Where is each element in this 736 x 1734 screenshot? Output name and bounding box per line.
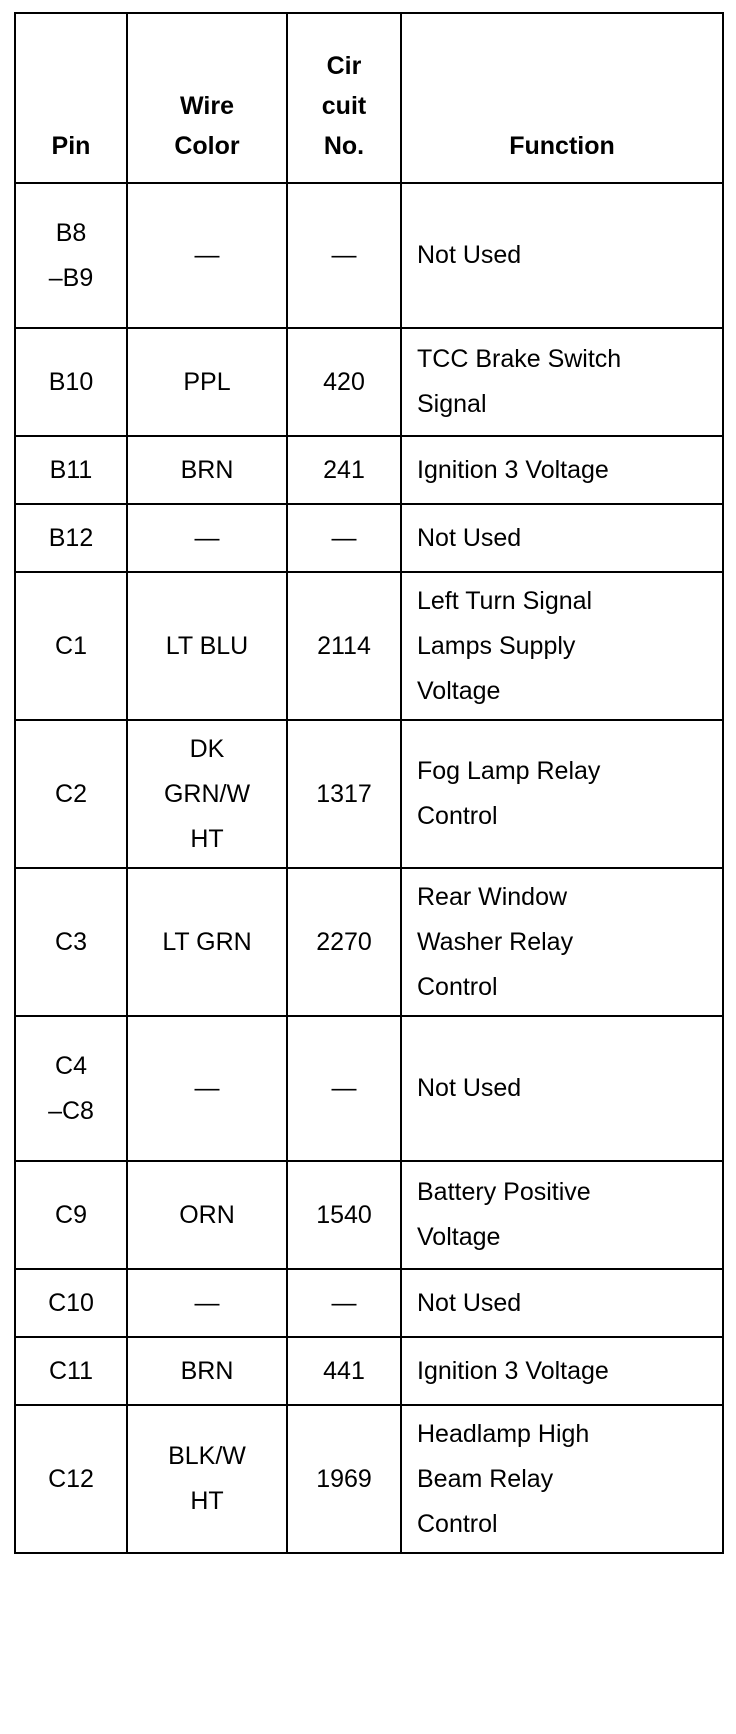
- table-row: [15, 1269, 723, 1337]
- circuit-cell: —: [287, 1269, 401, 1337]
- wire-color-cell: —: [127, 1016, 287, 1161]
- table-row: [15, 572, 723, 720]
- circuit-cell: 2114: [287, 572, 401, 720]
- wire-color-cell: PPL: [127, 328, 287, 436]
- circuit-cell: 441: [287, 1337, 401, 1405]
- wire-color-cell: —: [127, 1269, 287, 1337]
- table-row: [15, 1161, 723, 1269]
- pin-cell: B8 –B9: [15, 183, 127, 328]
- function-cell: Not Used: [401, 1269, 723, 1337]
- circuit-cell: —: [287, 504, 401, 572]
- pin-cell: C3: [15, 868, 127, 1016]
- table-row: [15, 720, 723, 868]
- pin-cell: C10: [15, 1269, 127, 1337]
- wire-color-cell: BLK/W HT: [127, 1405, 287, 1553]
- function-cell: Battery Positive Voltage: [401, 1161, 723, 1269]
- wire-color-cell: ORN: [127, 1161, 287, 1269]
- table-row: [15, 1337, 723, 1405]
- wire-color-cell: LT BLU: [127, 572, 287, 720]
- table-row: [15, 868, 723, 1016]
- wire-color-cell: LT GRN: [127, 868, 287, 1016]
- function-cell: Ignition 3 Voltage: [401, 436, 723, 504]
- pin-cell: C11: [15, 1337, 127, 1405]
- pin-cell: B10: [15, 328, 127, 436]
- pin-cell: C1: [15, 572, 127, 720]
- function-cell: Fog Lamp Relay Control: [401, 720, 723, 868]
- header-pin: Pin: [15, 13, 127, 183]
- pin-cell: B11: [15, 436, 127, 504]
- wire-color-cell: BRN: [127, 1337, 287, 1405]
- header-circuit-no: Cir cuit No.: [287, 13, 401, 183]
- pin-cell: C2: [15, 720, 127, 868]
- header-function: Function: [401, 13, 723, 183]
- circuit-cell: —: [287, 1016, 401, 1161]
- pin-cell: C4 –C8: [15, 1016, 127, 1161]
- wire-color-cell: BRN: [127, 436, 287, 504]
- pin-table: [14, 12, 724, 1554]
- table-header: [15, 13, 723, 183]
- table-row: [15, 1016, 723, 1161]
- function-cell: Ignition 3 Voltage: [401, 1337, 723, 1405]
- circuit-cell: 241: [287, 436, 401, 504]
- function-cell: Not Used: [401, 183, 723, 328]
- wire-color-cell: —: [127, 183, 287, 328]
- circuit-cell: 420: [287, 328, 401, 436]
- circuit-cell: 2270: [287, 868, 401, 1016]
- circuit-cell: 1969: [287, 1405, 401, 1553]
- circuit-cell: —: [287, 183, 401, 328]
- function-cell: Rear Window Washer Relay Control: [401, 868, 723, 1016]
- table-row: [15, 504, 723, 572]
- header-row: [15, 13, 723, 183]
- header-wire-color: Wire Color: [127, 13, 287, 183]
- function-cell: TCC Brake Switch Signal: [401, 328, 723, 436]
- table-row: [15, 183, 723, 328]
- table-row: [15, 1405, 723, 1553]
- function-cell: Headlamp High Beam Relay Control: [401, 1405, 723, 1553]
- table-row: [15, 328, 723, 436]
- wire-color-cell: —: [127, 504, 287, 572]
- wire-color-cell: DK GRN/W HT: [127, 720, 287, 868]
- pin-cell: C9: [15, 1161, 127, 1269]
- table-row: [15, 436, 723, 504]
- function-cell: Not Used: [401, 1016, 723, 1161]
- table-body: [15, 183, 723, 1553]
- pin-cell: B12: [15, 504, 127, 572]
- circuit-cell: 1540: [287, 1161, 401, 1269]
- function-cell: Not Used: [401, 504, 723, 572]
- pin-cell: C12: [15, 1405, 127, 1553]
- circuit-cell: 1317: [287, 720, 401, 868]
- function-cell: Left Turn Signal Lamps Supply Voltage: [401, 572, 723, 720]
